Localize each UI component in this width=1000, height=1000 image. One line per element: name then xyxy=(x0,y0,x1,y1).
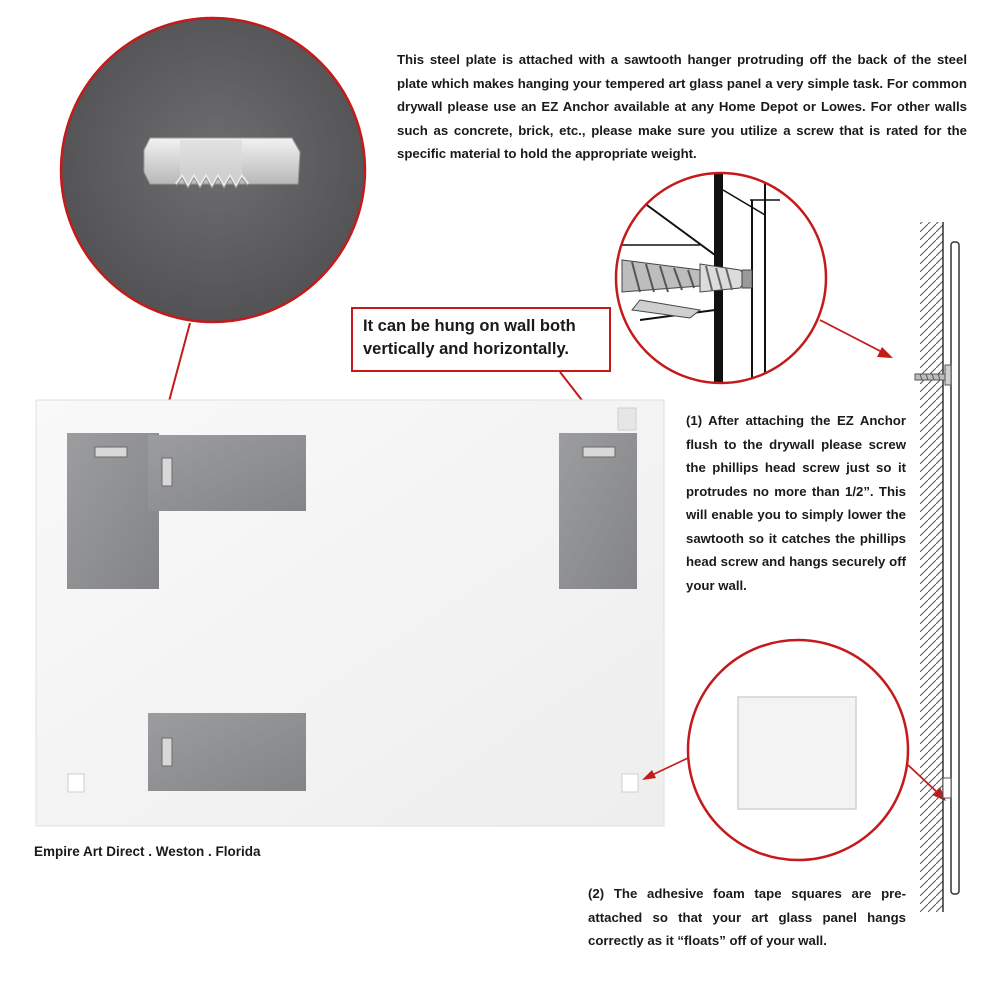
steel-plate-right-vertical xyxy=(559,433,637,589)
foam-square-icon xyxy=(738,697,856,809)
steel-plate-left-vertical xyxy=(67,433,159,589)
wall-side-view xyxy=(915,222,959,912)
company-footer: Empire Art Direct . Weston . Florida xyxy=(34,844,261,859)
intro-paragraph: This steel plate is attached with a sawtooth hanger protruding off the back of the steel plate which makes hanging your tempered art glass panel a very simple task. For common drywall please use an EZ Anchor available at any Home Depot or Lowes. For other walls such as concrete, brick, etc., please make sure you utilize a screw that is rated for the specific material to hold the appropriate weight. xyxy=(397,52,967,161)
step-1-instructions: (1) After attaching the EZ Anchor flush to the drywall please screw the phillips head screw just so it protrudes no more than 1/2”. This will enable you to simply lower the sawtooth so it catches the phillips head screw and hangs securely off your wall. xyxy=(686,413,906,593)
step-2-instructions: (2) The adhesive foam tape squares are pre-attached so that your art glass panel hangs correctly as it “floats” off of your wall. xyxy=(588,886,906,948)
ez-anchor-zoom xyxy=(615,170,826,390)
callout-line-2: vertically and horizontally. xyxy=(363,340,570,358)
anchor-pointer-arrow xyxy=(820,320,893,358)
foam-pad-right xyxy=(622,774,638,792)
side-steel-plate xyxy=(945,365,951,385)
side-foam-pad xyxy=(943,778,951,798)
steel-plate-top-horizontal xyxy=(148,435,306,511)
callout-line-1: It can be hung on wall both xyxy=(363,317,576,335)
sawtooth-hanger-icon xyxy=(144,138,300,188)
sawtooth-hanger-zoom xyxy=(60,18,370,330)
glass-panel-side xyxy=(951,242,959,894)
side-anchor-screw-icon xyxy=(915,374,945,380)
foam-pad-left xyxy=(68,774,84,792)
foam-square-zoom xyxy=(688,640,908,860)
steel-plate-bottom-horizontal xyxy=(148,713,306,791)
